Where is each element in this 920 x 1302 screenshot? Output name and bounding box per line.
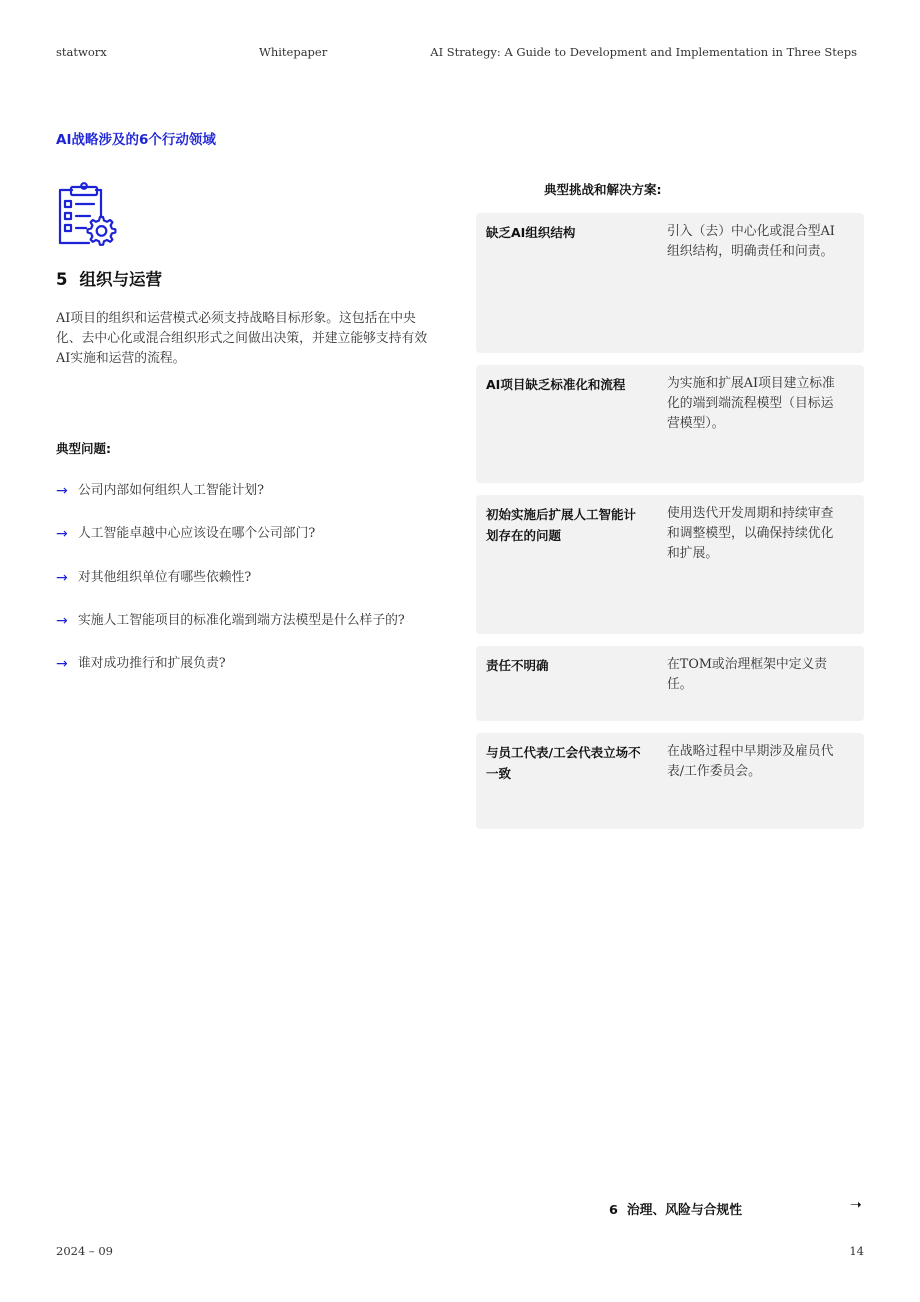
challenges-title: 典型挑战和解决方案: — [544, 182, 662, 197]
challenge-card — [476, 365, 864, 483]
section-label: AI战略涉及的6个行动领域 — [56, 132, 216, 148]
challenge-text: 与员工代表/工会代表立场不一致 — [486, 745, 641, 781]
challenge-card — [476, 646, 864, 721]
list-item — [56, 569, 456, 612]
question-text: 人工智能卓越中心应该设在哪个公司部门? — [78, 526, 316, 542]
section-number: 5 — [56, 270, 68, 289]
page-number: 14 — [849, 1244, 864, 1258]
arrow-right-icon: → — [56, 656, 68, 673]
challenge-text: 初始实施后扩展人工智能计划存在的问题 — [486, 507, 637, 543]
list-item — [56, 525, 456, 568]
questions-list — [56, 482, 456, 698]
next-section-link[interactable] — [609, 1199, 742, 1218]
section-intro: AI项目的组织和运营模式必须支持战略目标形象。这包括在中央化、去中心化或混合组织形式之间做出决策，并建立能够支持有效AI实施和运营的流程。 — [56, 311, 428, 366]
next-section-title: 治理、风险与合规性 — [626, 1203, 742, 1218]
challenge-text: AI项目缺乏标准化和流程 — [486, 377, 626, 392]
section-title — [56, 266, 162, 290]
clipboard-gear-icon — [56, 182, 118, 246]
question-text: 谁对成功推行和扩展负责? — [78, 656, 226, 672]
arrow-right-icon[interactable]: ➝ — [850, 1197, 862, 1213]
challenge-card — [476, 495, 864, 634]
header-brand: statworx — [56, 45, 107, 59]
challenge-text: 责任不明确 — [486, 658, 549, 673]
list-item — [56, 482, 456, 525]
question-text: 公司内部如何组织人工智能计划? — [78, 483, 265, 498]
solution-text: 在战略过程中早期涉及雇员代表/工作委员会。 — [667, 744, 834, 779]
next-section-number: 6 — [609, 1203, 618, 1218]
questions-label: 典型问题: — [56, 441, 111, 456]
challenge-card — [476, 213, 864, 353]
arrow-right-icon: → — [56, 526, 68, 543]
list-item — [56, 655, 456, 698]
question-text: 实施人工智能项目的标准化端到端方法模型是什么样子的? — [78, 612, 405, 628]
challenge-text: 缺乏AI组织结构 — [486, 225, 576, 240]
header-doc-type: Whitepaper — [259, 45, 328, 59]
section-title-text: 组织与运营 — [79, 270, 162, 289]
list-item — [56, 612, 456, 655]
solution-text: 为实施和扩展AI项目建立标准化的端到端流程模型（目标运营模型）。 — [667, 376, 835, 431]
solution-text: 使用迭代开发周期和持续审查和调整模型，以确保持续优化和扩展。 — [667, 506, 834, 561]
arrow-right-icon: → — [56, 483, 68, 499]
question-text: 对其他组织单位有哪些依赖性? — [78, 569, 252, 585]
arrow-right-icon: → — [56, 612, 68, 629]
footer-date: 2024 – 09 — [56, 1244, 113, 1258]
solution-text: 引入（去）中心化或混合型AI组织结构，明确责任和问责。 — [667, 224, 835, 259]
challenge-card — [476, 733, 864, 829]
arrow-right-icon: → — [56, 569, 68, 586]
solution-text: 在TOM或治理框架中定义责任。 — [667, 657, 828, 692]
header-doc-title: AI Strategy: A Guide to Development and Implementation in Three Steps — [430, 45, 857, 59]
